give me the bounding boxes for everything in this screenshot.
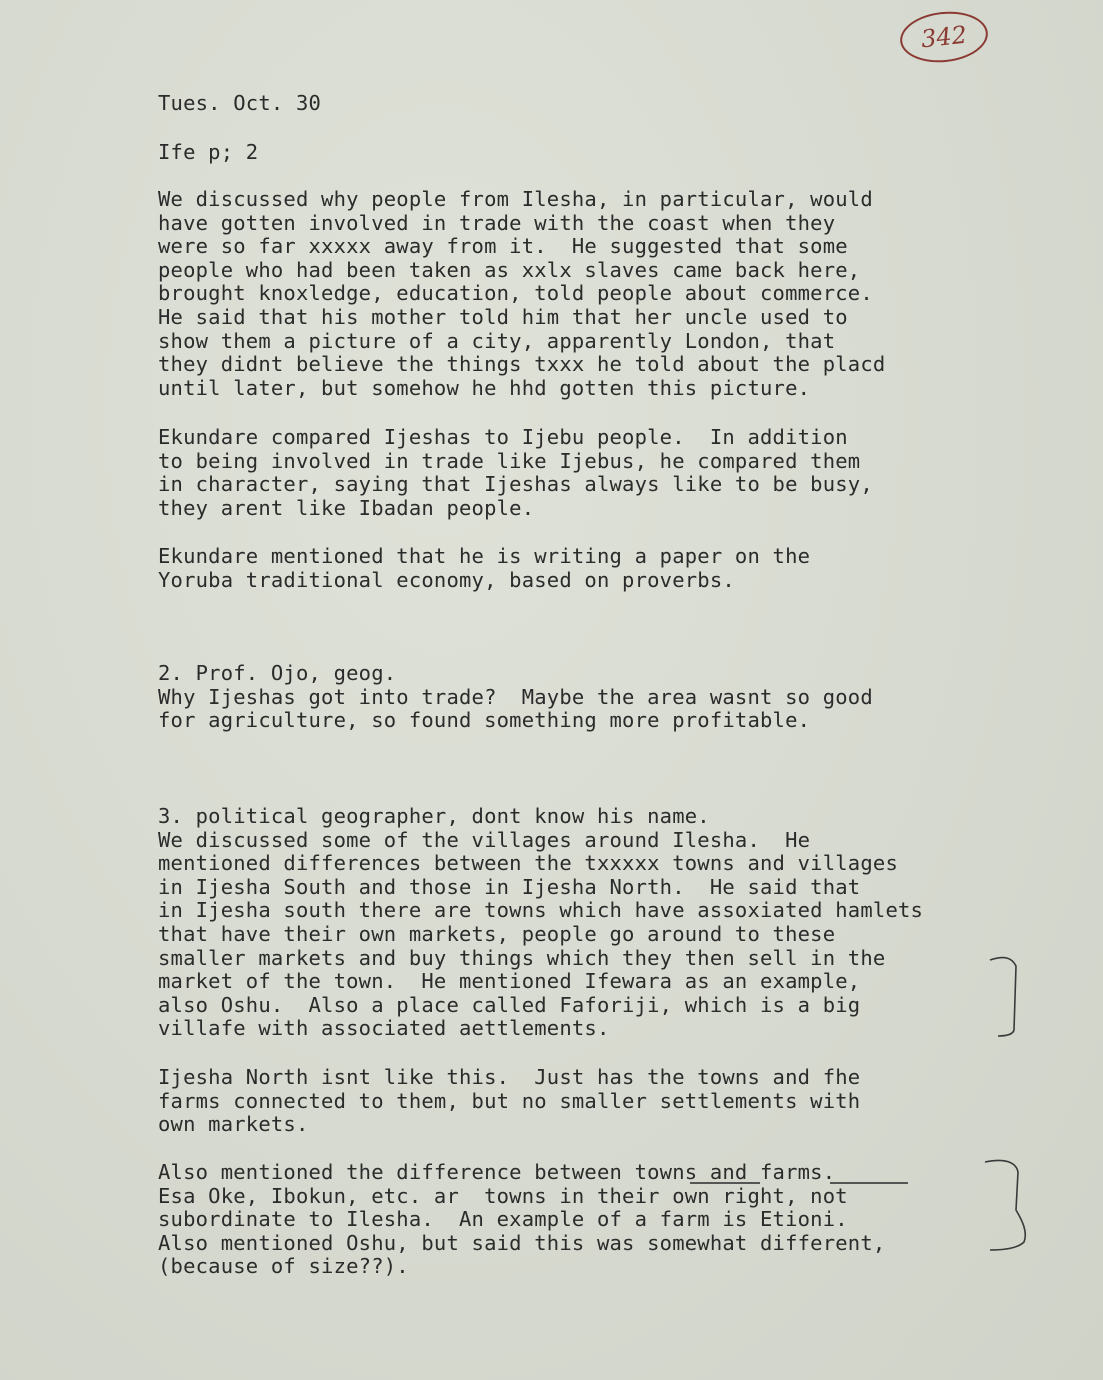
text-line: farms connected to them, but no smaller settlements with [158, 1088, 861, 1113]
text-line: smaller markets and buy things which they then sell in the [158, 945, 886, 970]
text-line: subordinate to Ilesha. An example of a farm is Etioni. [158, 1207, 848, 1232]
text-line: mentioned differences between the txxxxx towns and villages [158, 851, 898, 876]
text-line: own markets. [158, 1112, 309, 1137]
text-line: Ijesha North isnt like this. Just has the towns and fhe [158, 1065, 861, 1089]
text-line: Ekundare mentioned that he is writing a paper on the [158, 544, 811, 568]
date-heading: Tues. Oct. 30 [158, 91, 322, 115]
text-line: they didnt believe the things txxx he told about the placd [158, 352, 886, 377]
text-line: to being involved in trade like Ijebus, he compared them [158, 448, 861, 473]
text-line: in Ijesha South and those in Ijesha North. He said that [158, 874, 861, 899]
text-line: 2. Prof. Ojo, geog. [158, 661, 397, 685]
text-line: that have their own markets, people go around to these [158, 921, 836, 946]
text-line: brought knoxledge, education, told people about commerce. [158, 281, 873, 306]
text-line: Why Ijeshas got into trade? Maybe the area wasnt so good [158, 684, 873, 709]
margin-bracket-icon [985, 1160, 1025, 1250]
text-line: Yoruba traditional economy, based on proverbs. [158, 567, 735, 592]
text-line: in character, saying that Ijeshas always like to be busy, [158, 472, 873, 497]
page-number-text: 342 [919, 20, 969, 54]
text-line: We discussed why people from Ilesha, in particular, would [158, 187, 873, 211]
text-line: Ekundare compared Ijeshas to Ijebu people. In addition [158, 425, 848, 449]
text-line: until later, but somehow he hhd gotten this picture. [158, 375, 811, 400]
margin-bracket-icon [990, 958, 1016, 1036]
text-line: have gotten involved in trade with the coast when they [158, 210, 836, 235]
page-subheading: Ife p; 2 [158, 140, 259, 164]
text-line: people who had been taken as xxlx slaves came back here, [158, 257, 861, 282]
text-line: show them a picture of a city, apparently London, that [158, 328, 836, 353]
text-line: in Ijesha south there are towns which have assoxiated hamlets [158, 898, 924, 923]
text-line: Also mentioned Oshu, but said this was somewhat different, [158, 1230, 886, 1255]
text-line: Also mentioned the difference between towns and farms. [158, 1160, 836, 1184]
text-line: they arent like Ibadan people. [158, 495, 535, 520]
text-line: were so far xxxxx away from it. He suggested that some [158, 234, 848, 259]
text-line: He said that his mother told him that her uncle used to [158, 304, 848, 329]
text-line: Esa Oke, Ibokun, etc. ar towns in their own right, not [158, 1183, 848, 1208]
text-line: (because of size??). [158, 1254, 409, 1279]
text-line: also Oshu. Also a place called Faforiji, which is a big [158, 992, 861, 1017]
text-line: market of the town. He mentioned Ifewara as an example, [158, 969, 861, 994]
text-line: 3. political geographer, dont know his name. [158, 804, 710, 828]
text-line: villafe with associated aettlements. [158, 1016, 610, 1041]
text-line: for agriculture, so found something more profitable. [158, 708, 811, 733]
text-line: We discussed some of the villages around Ilesha. He [158, 827, 811, 852]
